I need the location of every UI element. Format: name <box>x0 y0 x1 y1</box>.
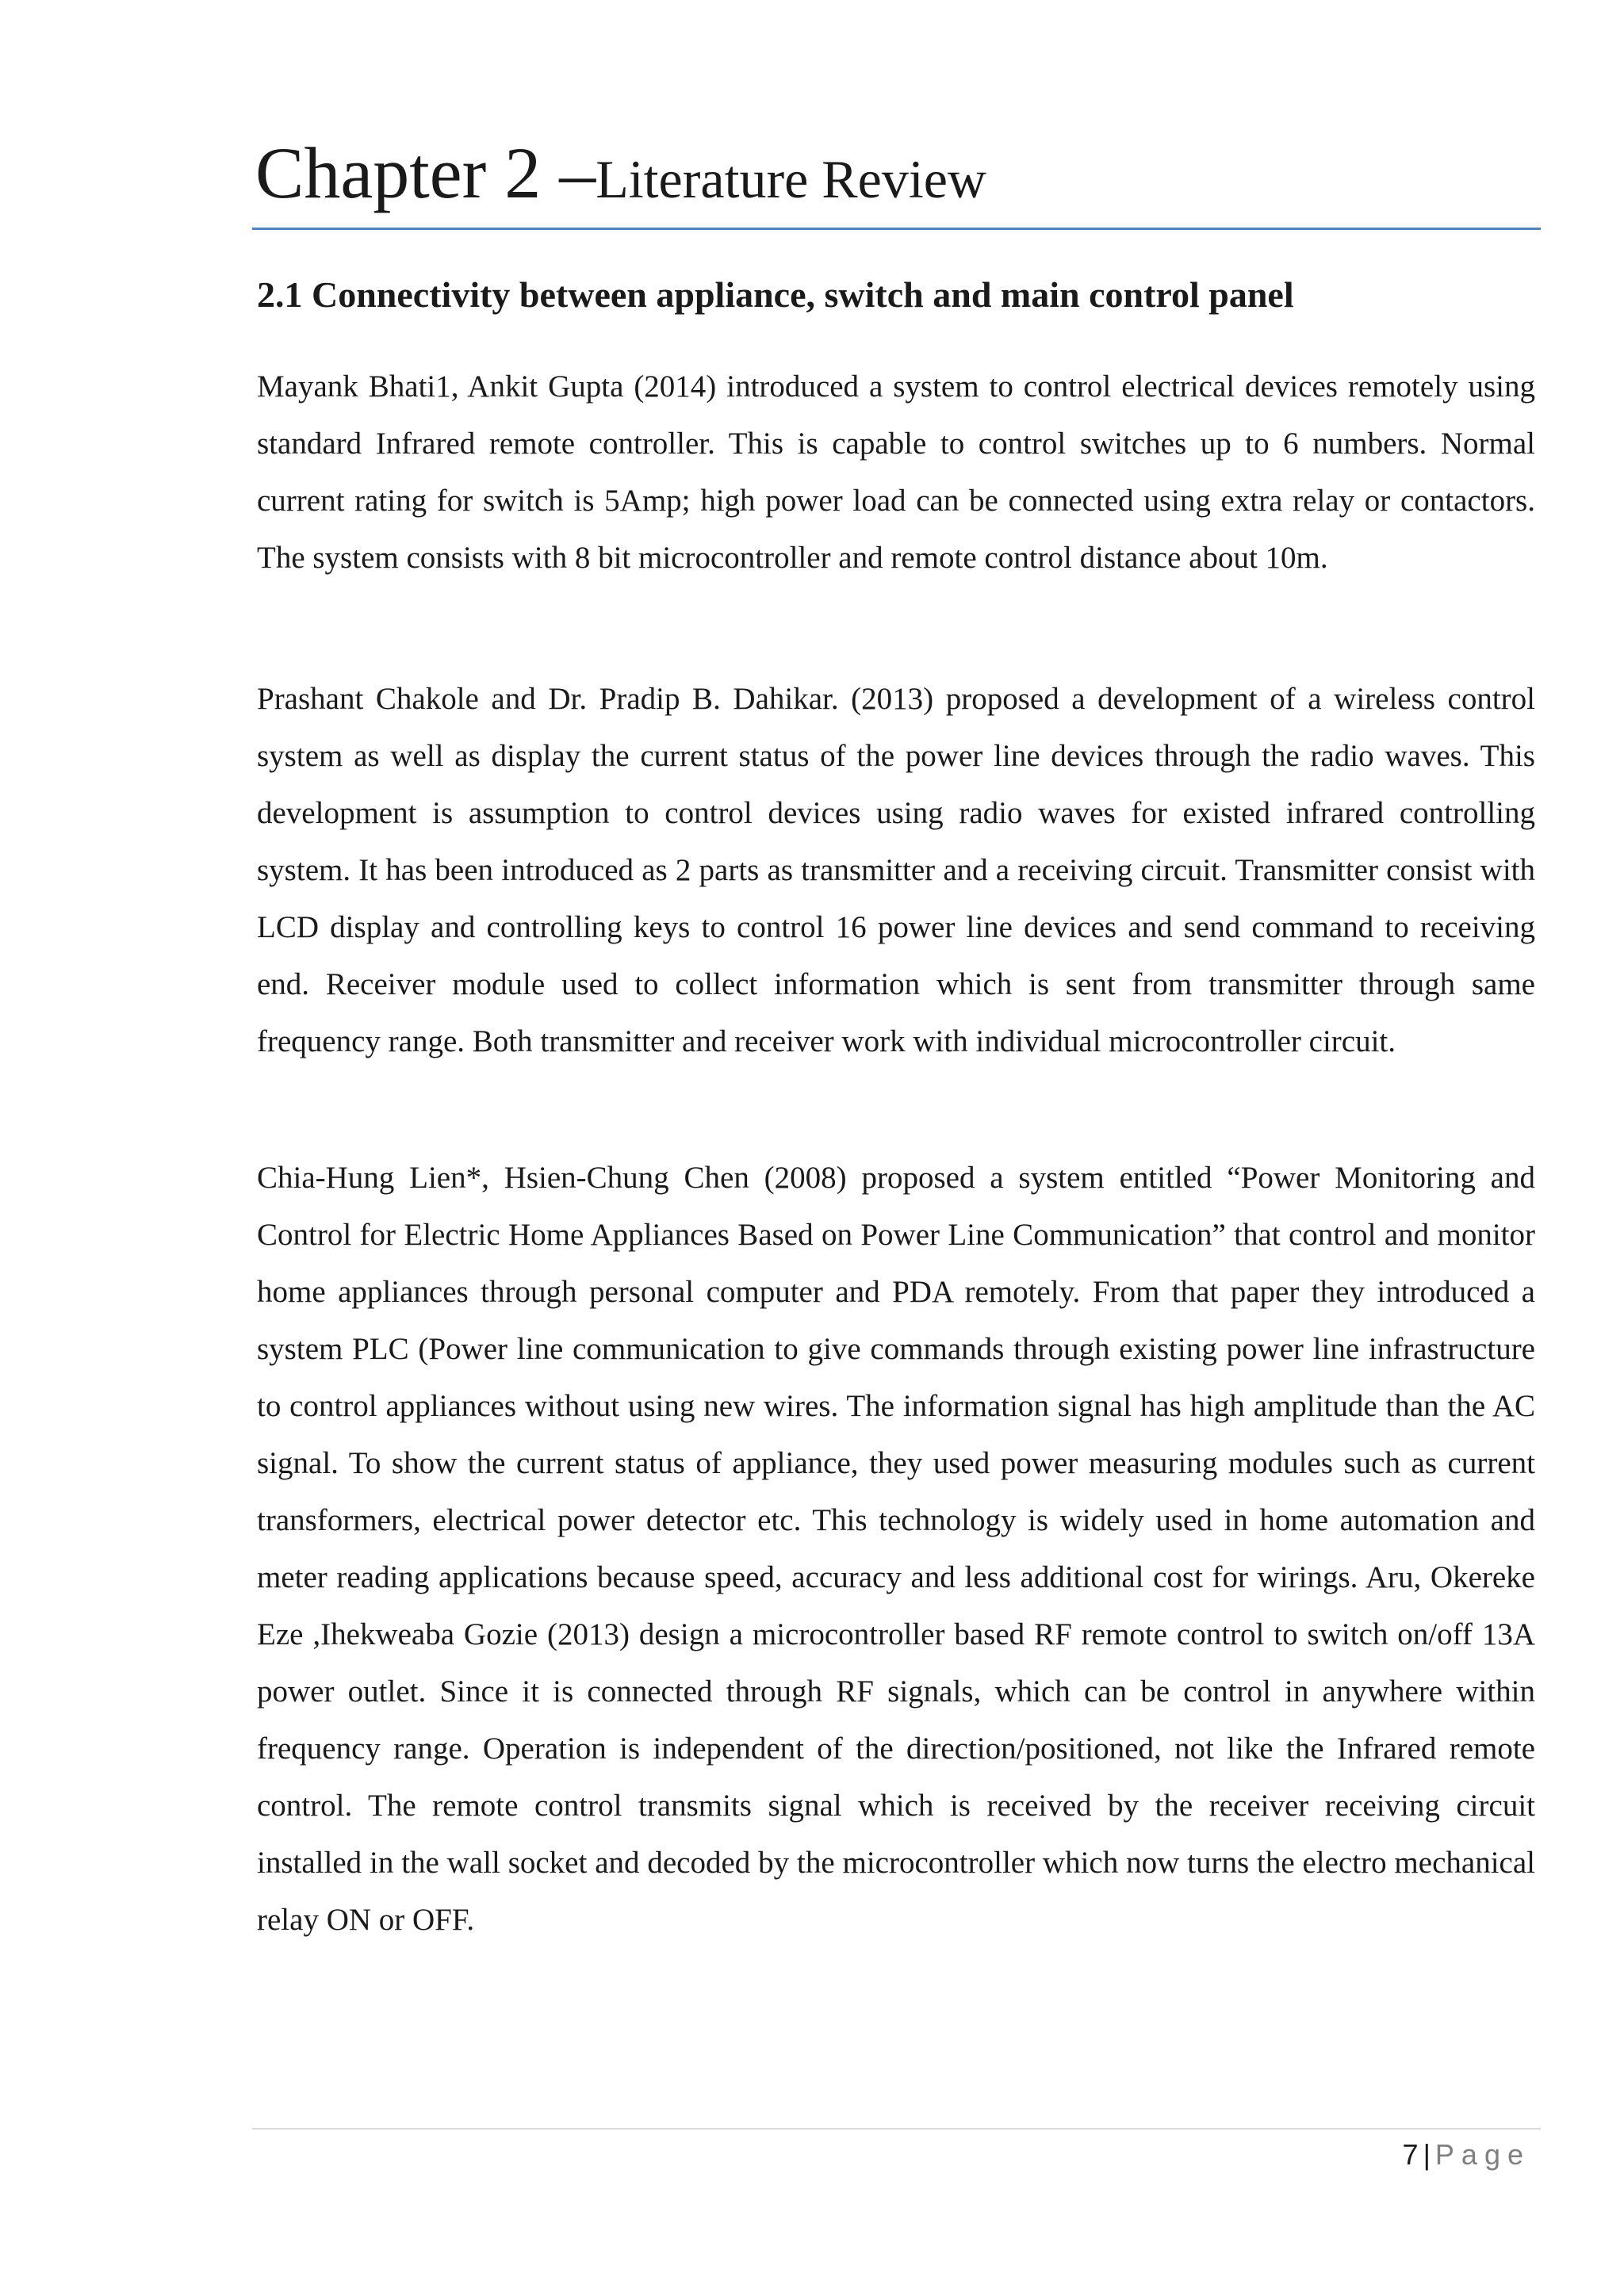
section-title: 2.1 Connectivity between appliance, switch and main control panel <box>257 274 1294 315</box>
paragraph-2: Prashant Chakole and Dr. Pradip B. Dahikar. (2013) proposed a development of a wireless control system as well as display the current status of the power line devices through the radio waves. This development is assumption to control devices using radio waves for existed infrared controlling system. It has been introduced as 2 parts as transmitter and a receiving circuit. Transmitter consist with LCD display and controlling keys to control 16 power line devices and send command to receiving end. Receiver module used to collect information which is sent from transmitter through same frequency range. Both transmitter and receiver work with individual microcontroller circuit. <box>257 682 1535 1058</box>
page-label: Page <box>1434 2138 1530 2171</box>
chapter-heading-rule <box>252 228 1541 230</box>
chapter-title <box>255 132 1540 213</box>
chapter-title-sub: Literature Review <box>596 149 987 209</box>
page-footer <box>1403 2133 1530 2177</box>
paragraph-3: Chia-Hung Lien*, Hsien-Chung Chen (2008) proposed a system entitled “Power Monitoring and Control for Electric Home Appliances Based on Power Line Communication” that control and monitor home appliances through personal computer and PDA remotely. From that paper they introduced a system PLC (Power line communication to give commands through existing power line infrastructure to control appliances without using new wires. The information signal has high amplitude than the AC signal. To show the current status of appliance, they used power measuring modules such as current transformers, electrical power detector etc. This technology is widely used in home automation and meter reading applications because speed, accuracy and less additional cost for wirings. Aru, Okereke Eze ,Ihekweaba Gozie (2013) design a microcontroller based RF remote control to switch on/off 13A power outlet. Since it is connected through RF signals, which can be control in anywhere within frequency range. Operation is independent of the direction/positioned, not like the Infrared remote control. The remote control transmits signal which is received by the receiver receiving circuit installed in the wall socket and decoded by the microcontroller which now turns the electro mechanical relay ON or OFF. <box>257 1161 1535 1937</box>
footer-rule <box>252 2128 1541 2130</box>
paragraph-1: Mayank Bhati1, Ankit Gupta (2014) introduced a system to control electrical devices remotely using standard Infrared remote controller. This is capable to control switches up to 6 numbers. Normal current rating for switch is 5Amp; high power load can be connected using extra relay or contactors. The system consists with 8 bit microcontroller and remote control distance about 10m. <box>257 369 1535 575</box>
page-number: 7 <box>1402 2138 1419 2171</box>
footer-separator: | <box>1423 2138 1431 2171</box>
chapter-title-main: Chapter 2 – <box>255 132 596 213</box>
